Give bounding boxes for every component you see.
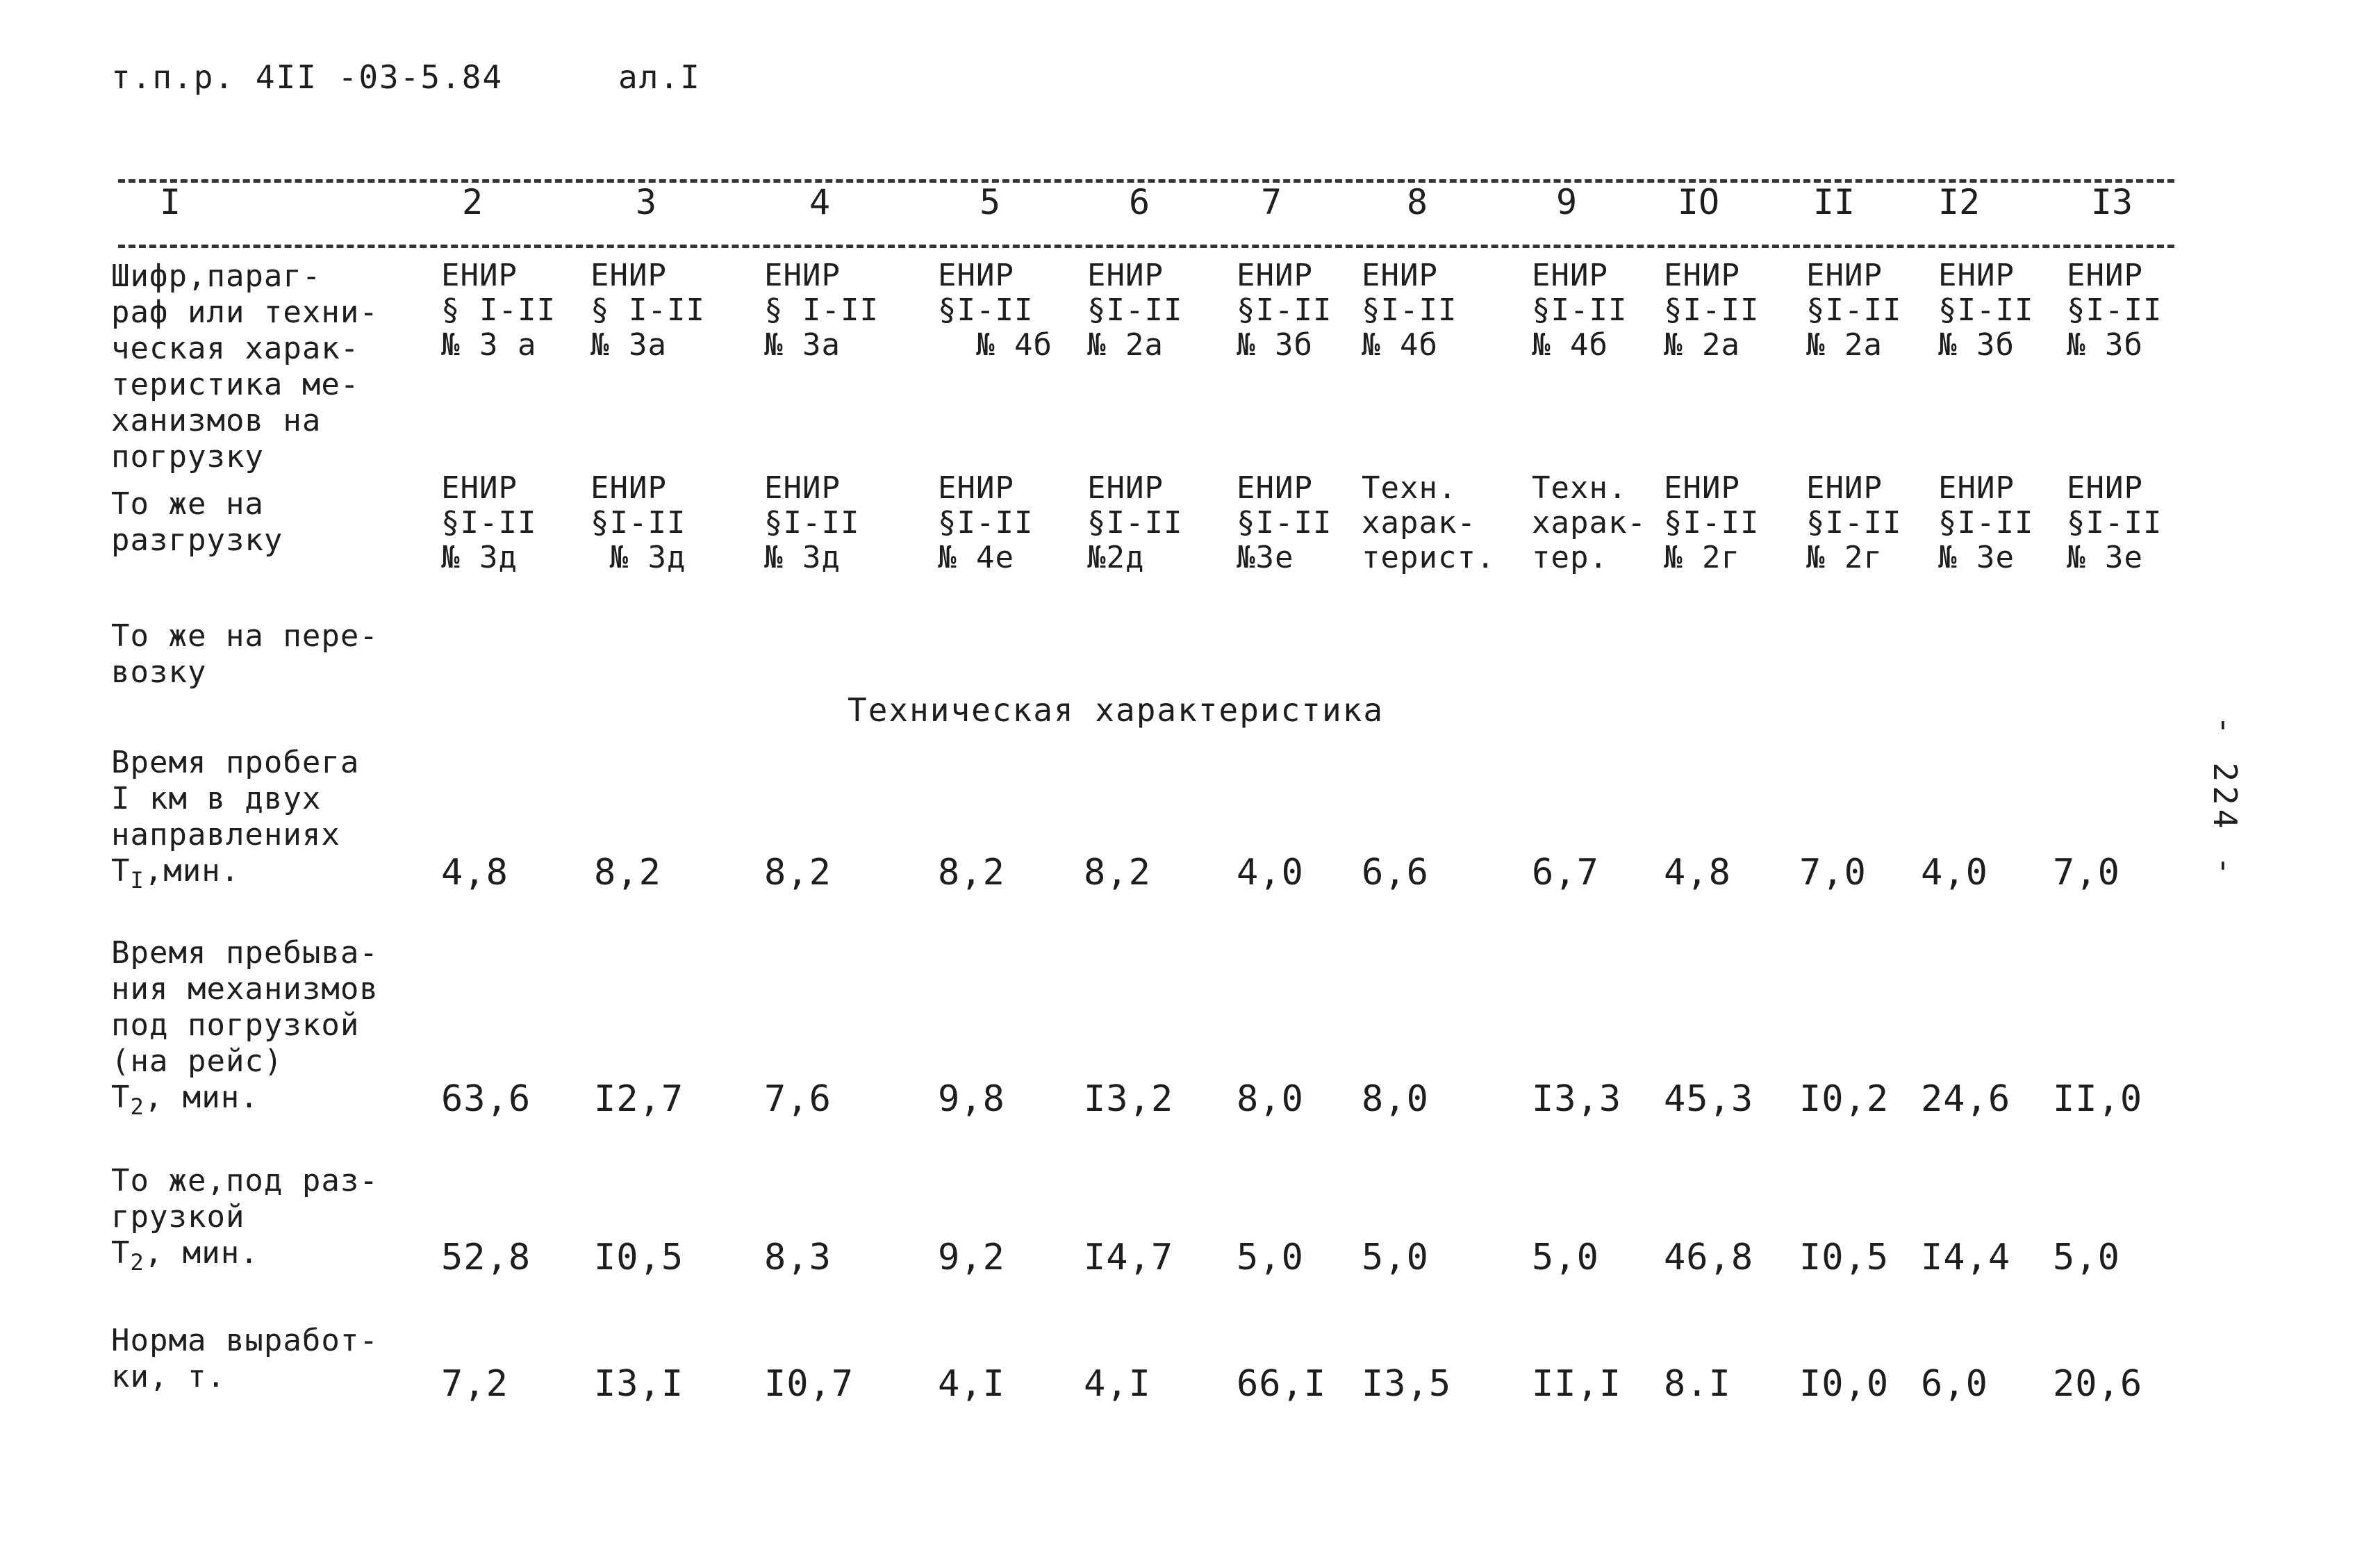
- row-label-norm: Норма выработ- ки, т.: [111, 1323, 379, 1394]
- loading-cell: ЕНИР §I-II № 2а: [1087, 258, 1183, 363]
- column-number: 6: [1128, 182, 1150, 222]
- value-cell: II,0: [2053, 1078, 2143, 1120]
- value-cell: I0,0: [1799, 1363, 1890, 1405]
- unloading-cell: Техн. харак- тер.: [1532, 470, 1646, 575]
- value-cell: 6,7: [1532, 852, 1599, 893]
- row-label-t1: Время пробега I км в двух направлениях $T_I,мин$.: [111, 745, 360, 893]
- value-cell: 63,6: [441, 1078, 531, 1120]
- value-cell: 8,3: [764, 1237, 832, 1278]
- value-cell: 8,2: [764, 852, 832, 893]
- value-cell: I0,7: [764, 1363, 854, 1405]
- value-cell: 20,6: [2053, 1363, 2143, 1405]
- unloading-cell: ЕНИР §I-II №2д: [1087, 470, 1183, 575]
- unloading-cell: ЕНИР §I-II № 3д: [441, 470, 537, 575]
- unloading-cell: ЕНИР §I-II № 3д: [590, 470, 686, 575]
- value-cell: 5,0: [1532, 1237, 1599, 1278]
- column-number: I: [159, 182, 181, 222]
- value-cell: I3,3: [1532, 1078, 1622, 1120]
- document-code: т.п.р. 4II -03-5.84: [111, 58, 504, 96]
- value-cell: I0,5: [594, 1237, 684, 1278]
- value-cell: 46,8: [1664, 1237, 1754, 1278]
- value-cell: 45,3: [1664, 1078, 1754, 1120]
- column-number: 2: [461, 182, 484, 222]
- unloading-cell: ЕНИР §I-II № 2г: [1806, 470, 1902, 575]
- loading-cell: ЕНИР §I-II № 4б: [938, 258, 1052, 363]
- loading-cell: ЕНИР §I-II № 3б: [1938, 258, 2034, 363]
- transport-note: Техническая характеристика: [848, 691, 1385, 729]
- value-cell: I4,4: [1921, 1237, 2011, 1278]
- column-number: I2: [1937, 182, 1981, 222]
- value-cell: 6,6: [1362, 852, 1429, 893]
- value-cell: I3,2: [1084, 1078, 1174, 1120]
- column-number: 4: [809, 182, 831, 222]
- value-cell: 4,I: [1084, 1363, 1151, 1405]
- value-cell: 8.I: [1664, 1363, 1731, 1405]
- sheet-label: ал.I: [618, 58, 701, 96]
- value-cell: II,I: [1532, 1363, 1622, 1405]
- column-number: I3: [2090, 182, 2133, 222]
- value-cell: 5,0: [1362, 1237, 1429, 1278]
- value-cell: I0,2: [1799, 1078, 1890, 1120]
- value-cell: 52,8: [441, 1237, 531, 1278]
- column-number: 9: [1555, 182, 1578, 222]
- value-cell: 7,0: [2053, 852, 2120, 893]
- value-cell: 5,0: [1237, 1237, 1304, 1278]
- column-number: 8: [1406, 182, 1428, 222]
- table-header-rule: [118, 245, 2174, 248]
- row-label-t2-unload: То же,под раз- грузкой $T_2$, мин.: [111, 1163, 379, 1276]
- value-cell: 7,6: [764, 1078, 832, 1120]
- row-label-transport: То же на пере- возку: [111, 618, 379, 690]
- value-cell: I3,5: [1362, 1363, 1452, 1405]
- loading-cell: ЕНИР §I-II № 2а: [1806, 258, 1902, 363]
- value-cell: 7,0: [1799, 852, 1867, 893]
- loading-cell: ЕНИР §I-II № 3б: [1237, 258, 1332, 363]
- column-number: II: [1812, 182, 1856, 222]
- value-cell: I0,5: [1799, 1237, 1890, 1278]
- value-cell: 4,I: [938, 1363, 1005, 1405]
- value-cell: 8,0: [1237, 1078, 1304, 1120]
- loading-cell: ЕНИР § I-II № 3а: [590, 258, 705, 363]
- value-cell: 9,8: [938, 1078, 1005, 1120]
- value-cell: I2,7: [594, 1078, 684, 1120]
- value-cell: 24,6: [1921, 1078, 2011, 1120]
- unloading-cell: ЕНИР §I-II № 4е: [938, 470, 1034, 575]
- value-cell: 4,0: [1921, 852, 1988, 893]
- loading-cell: ЕНИР §I-II № 4б: [1532, 258, 1628, 363]
- unloading-cell: ЕНИР §I-II № 3е: [1938, 470, 2034, 575]
- unloading-cell: ЕНИР §I-II № 3е: [2067, 470, 2163, 575]
- value-cell: 8,2: [938, 852, 1005, 893]
- value-cell: 66,I: [1237, 1363, 1327, 1405]
- loading-cell: ЕНИР §I-II № 3б: [2067, 258, 2163, 363]
- column-number: 3: [635, 182, 657, 222]
- unloading-cell: Техн. харак- терист.: [1362, 470, 1496, 575]
- unloading-cell: ЕНИР §I-II № 2г: [1664, 470, 1760, 575]
- page-number: - 224 -: [2206, 716, 2244, 880]
- value-cell: 5,0: [2053, 1237, 2120, 1278]
- loading-cell: ЕНИР § I-II № 3 а: [441, 258, 556, 363]
- value-cell: 9,2: [938, 1237, 1005, 1278]
- value-cell: 4,8: [1664, 852, 1731, 893]
- loading-cell: ЕНИР §I-II № 4б: [1362, 258, 1457, 363]
- row-label-unloading: То же на разгрузку: [111, 486, 283, 558]
- loading-cell: ЕНИР § I-II № 3а: [764, 258, 879, 363]
- row-label-loading: Шифр,параг- раф или техни- ческая харак- теристика ме- ханизмов на погрузку: [111, 258, 379, 475]
- value-cell: 8,2: [1084, 852, 1151, 893]
- row-label-t2-load: Время пребыва- ния механизмов под погрузкой (на рейс) $T_2$, мин.: [111, 935, 379, 1120]
- value-cell: 4,0: [1237, 852, 1304, 893]
- value-cell: 8,2: [594, 852, 661, 893]
- value-cell: 8,0: [1362, 1078, 1429, 1120]
- loading-cell: ЕНИР §I-II № 2а: [1664, 258, 1760, 363]
- unloading-cell: ЕНИР §I-II № 3д: [764, 470, 860, 575]
- column-number: IO: [1677, 182, 1720, 222]
- column-number: 5: [979, 182, 1001, 222]
- value-cell: I4,7: [1084, 1237, 1174, 1278]
- unloading-cell: ЕНИР §I-II №3е: [1237, 470, 1332, 575]
- value-cell: 6,0: [1921, 1363, 1988, 1405]
- value-cell: I3,I: [594, 1363, 684, 1405]
- value-cell: 4,8: [441, 852, 509, 893]
- column-number: 7: [1260, 182, 1282, 222]
- value-cell: 7,2: [441, 1363, 509, 1405]
